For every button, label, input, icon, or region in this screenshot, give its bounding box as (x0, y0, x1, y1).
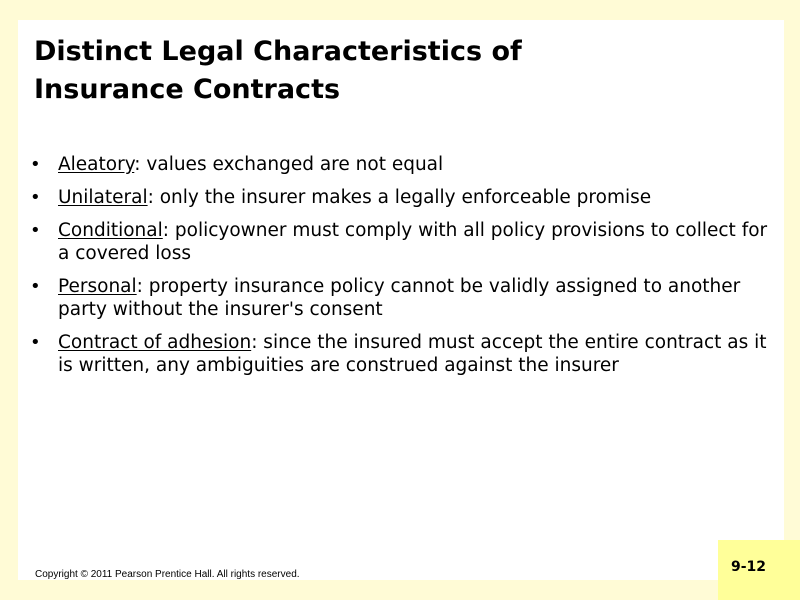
frame-top (0, 0, 800, 20)
bullet-item (28, 153, 778, 176)
bullet-text: : policyowner must comply with all policy provisions to collect for a covered loss (58, 220, 768, 264)
frame-right (784, 0, 800, 600)
bullet-term: Unilateral (58, 187, 148, 208)
copyright-footer: Copyright © 2011 Pearson Prentice Hall. All rights reserved. (35, 569, 300, 580)
bullet-item (28, 186, 778, 209)
frame-left (0, 0, 18, 600)
bullet-item (28, 275, 778, 321)
slide-title (34, 33, 734, 109)
bullet-list (28, 153, 778, 387)
bullet-dot-icon: • (30, 154, 41, 175)
frame-bottom (0, 580, 800, 600)
bullet-item (28, 219, 778, 265)
bullet-text: : values exchanged are not equal (134, 154, 444, 175)
title-line-2: Insurance Contracts (34, 74, 341, 105)
title-line-1: Distinct Legal Characteristics of (34, 36, 522, 67)
bullet-term: Personal (58, 276, 137, 297)
bullet-dot-icon: • (30, 332, 41, 353)
page-number: 9-12 (731, 559, 767, 575)
bullet-term: Aleatory (58, 154, 135, 175)
bullet-dot-icon: • (30, 187, 41, 208)
bullet-dot-icon: • (30, 276, 41, 297)
bullet-term: Conditional (58, 220, 163, 241)
bullet-term: Contract of adhesion (58, 332, 252, 353)
bullet-item (28, 331, 778, 377)
bullet-text: : only the insurer makes a legally enforceable promise (147, 187, 652, 208)
bullet-dot-icon: • (30, 220, 41, 241)
bullet-text: : property insurance policy cannot be validly assigned to another party without the insurer's consent (58, 276, 741, 320)
bullet-text: : since the insured must accept the entire contract as it is written, any ambiguities are construed against the insurer (58, 332, 767, 376)
